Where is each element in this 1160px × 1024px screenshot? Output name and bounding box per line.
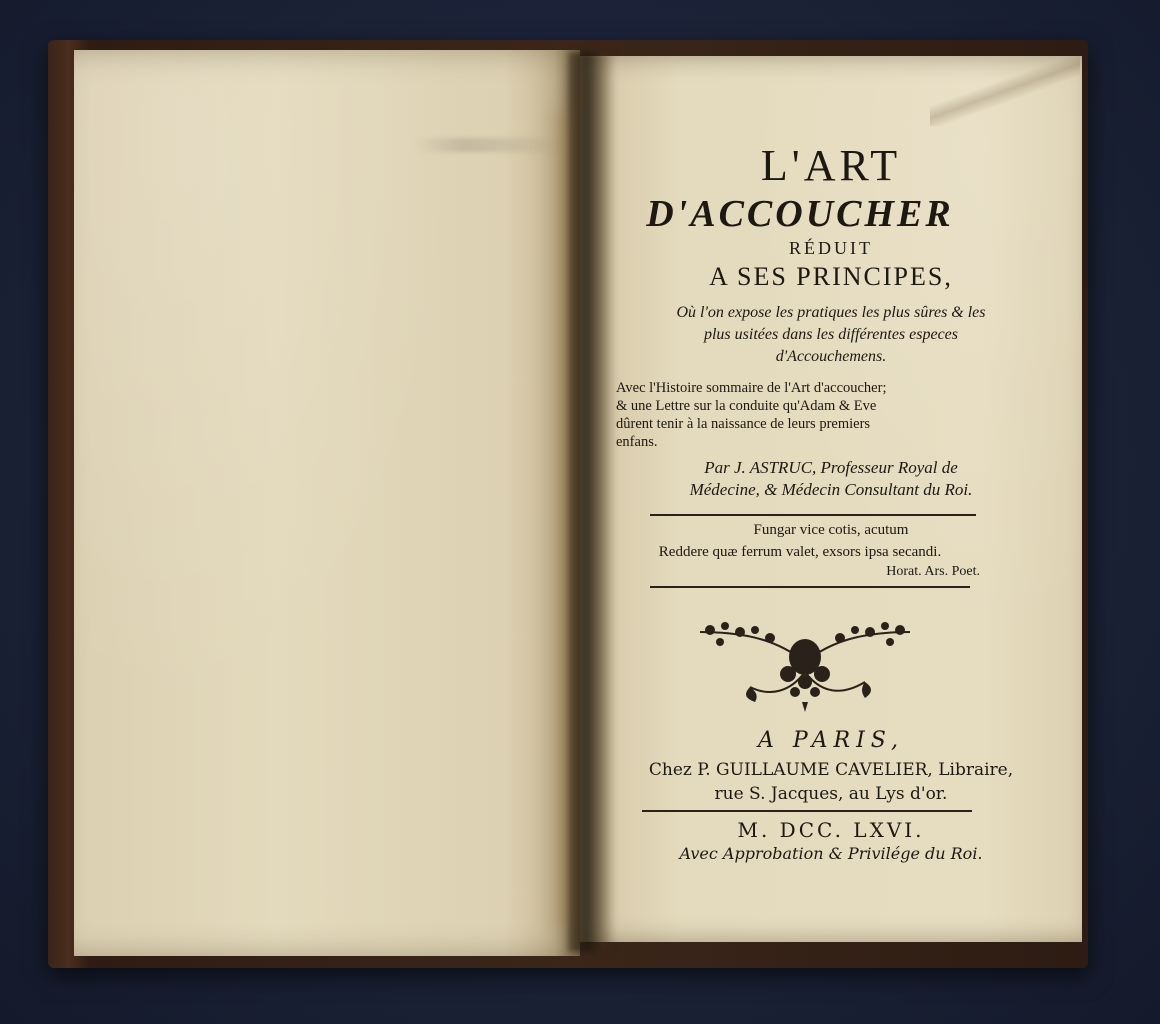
history-line: & une Lettre sur la conduite qu'Adam & Eve [616,398,877,414]
rule-divider [650,514,976,516]
publisher-line: Chez P. GUILLAUME CAVELIER, Libraire, [648,760,1014,780]
epigraph-source: Horat. Ars. Poet. [886,564,980,579]
page-crease [930,56,1080,126]
description-line: d'Accouchemens. [775,348,887,365]
epigraph-line: Fungar vice cotis, acutum [753,522,909,538]
description-line: plus usitées dans les différentes especes [703,326,959,343]
title-line-1: L'ART [760,141,902,190]
floral-vignette-ornament [690,602,920,714]
description-line: Où l'on expose les pratiques les plus sûres & les [676,304,986,321]
rule-divider [642,810,972,812]
faded-inscription [414,138,564,152]
history-line: enfans. [616,434,658,450]
epigraph-line: Reddere quæ ferrum valet, exsors ipsa secandi. [658,544,942,560]
publisher-line: rue S. Jacques, au Lys d'or. [714,784,948,804]
history-line: dûrent tenir à la naissance de leurs premiers [616,416,871,432]
imprint-year: M. DCC. LXVI. [737,818,925,842]
rule-divider [650,586,970,588]
left-flyleaf-page [74,50,580,956]
history-line: Avec l'Histoire sommaire de l'Art d'accoucher; [616,380,887,396]
book-gutter-shadow [568,52,616,952]
author-line: Par J. ASTRUC, Professeur Royal de [704,458,958,477]
author-line: Médecine, & Médecin Consultant du Roi. [689,480,973,499]
imprint-city: A PARIS, [757,728,905,753]
title-line-3: RÉDUIT [789,238,873,258]
title-page [580,56,1082,942]
privilege-line: Avec Approbation & Privilége du Roi. [679,844,983,863]
title-line-4: A SES PRINCIPES, [709,262,953,291]
title-line-2: D'ACCOUCHER [646,193,954,235]
